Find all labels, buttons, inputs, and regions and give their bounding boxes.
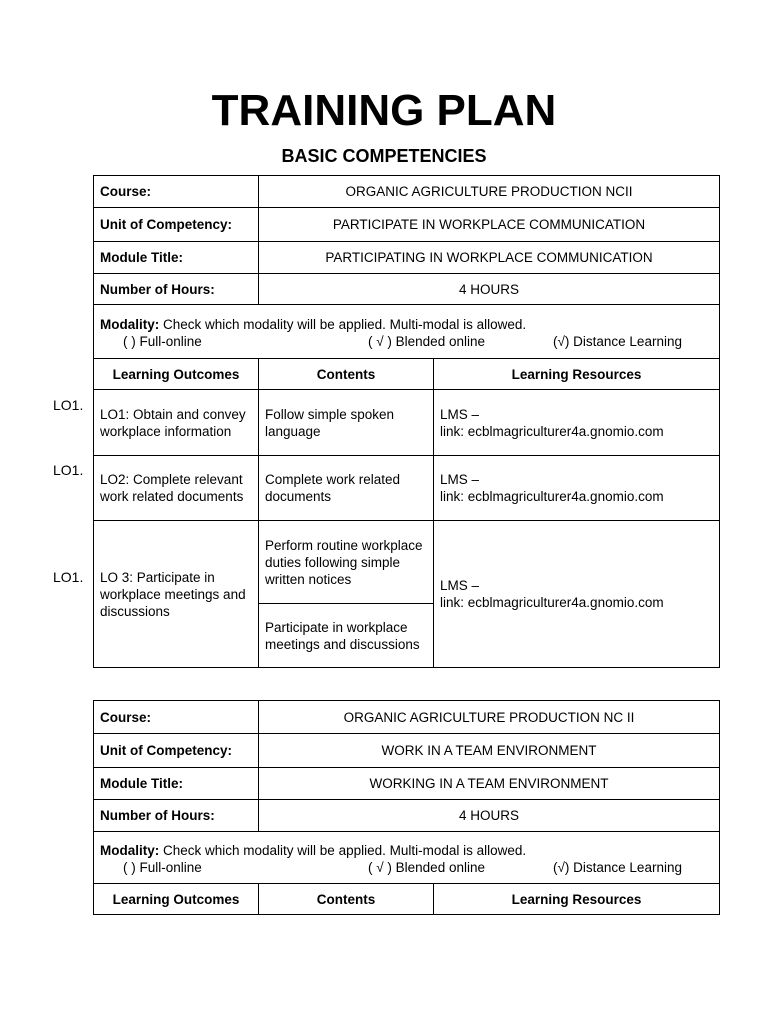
option-distance-learning: (√) Distance Learning: [553, 859, 682, 875]
outcome-cell: LO2: Complete relevant work related documents: [94, 456, 259, 521]
column-header-contents: Contents: [259, 359, 434, 390]
column-header-outcomes: Learning Outcomes: [94, 884, 259, 915]
hours-value: 4 HOURS: [259, 800, 720, 832]
course-label: Course:: [94, 176, 259, 208]
option-full-online: ( ) Full-online: [123, 333, 202, 349]
column-header-outcomes: Learning Outcomes: [94, 359, 259, 390]
modality-label: Modality:: [100, 842, 160, 858]
course-value: ORGANIC AGRICULTURE PRODUCTION NCII: [259, 176, 720, 208]
content-cell: Complete work related documents: [259, 456, 434, 521]
unit-label: Unit of Competency:: [94, 734, 259, 768]
module-value: WORKING IN A TEAM ENVIRONMENT: [259, 768, 720, 800]
unit-value: WORK IN A TEAM ENVIRONMENT: [259, 734, 720, 768]
option-blended-online: ( √ ) Blended online: [368, 859, 485, 875]
column-header-resources: Learning Resources: [434, 359, 720, 390]
modality-cell: [94, 832, 720, 884]
modality-cell: [94, 305, 720, 359]
option-full-online: ( ) Full-online: [123, 859, 202, 875]
content-cell: Participate in workplace meetings and discussions: [259, 604, 434, 668]
resource-cell: [434, 521, 720, 668]
resource-lms: LMS –: [440, 472, 480, 487]
column-header-contents: Contents: [259, 884, 434, 915]
lo-margin-tag: LO1.: [53, 569, 84, 585]
resource-lms: LMS –: [440, 578, 480, 593]
module-label: Module Title:: [94, 242, 259, 274]
content-cell: Follow simple spoken language: [259, 390, 434, 456]
course-value: ORGANIC AGRICULTURE PRODUCTION NC II: [259, 701, 720, 734]
option-distance-learning: (√) Distance Learning: [553, 333, 682, 349]
lo-margin-tag: LO1.: [53, 397, 84, 413]
outcome-cell: LO1: Obtain and convey workplace information: [94, 390, 259, 456]
unit-value: PARTICIPATE IN WORKPLACE COMMUNICATION: [259, 208, 720, 242]
modality-label: Modality:: [100, 316, 160, 332]
module-value: PARTICIPATING IN WORKPLACE COMMUNICATION: [259, 242, 720, 274]
hours-label: Number of Hours:: [94, 274, 259, 305]
column-header-resources: Learning Resources: [434, 884, 720, 915]
resource-link: link: ecblmagriculturer4a.gnomio.com: [440, 595, 664, 610]
training-plan-table-2: [93, 700, 720, 915]
resource-cell: [434, 390, 720, 456]
resource-lms: LMS –: [440, 406, 480, 422]
module-label: Module Title:: [94, 768, 259, 800]
hours-label: Number of Hours:: [94, 800, 259, 832]
lo-margin-tag: LO1.: [53, 462, 84, 478]
training-plan-table-1: [93, 175, 720, 668]
modality-instruction: Check which modality will be applied. Multi-modal is allowed.: [159, 316, 527, 332]
page-title: TRAINING PLAN: [211, 86, 557, 135]
option-blended-online: ( √ ) Blended online: [368, 333, 485, 349]
resource-link: link: ecblmagriculturer4a.gnomio.com: [440, 489, 664, 504]
hours-value: 4 HOURS: [259, 274, 720, 305]
content-cell: Perform routine workplace duties following simple written notices: [259, 521, 434, 604]
page-subtitle: BASIC COMPETENCIES: [281, 146, 487, 166]
modality-instruction: Check which modality will be applied. Multi-modal is allowed.: [159, 842, 527, 858]
resource-cell: [434, 456, 720, 521]
resource-link: link: ecblmagriculturer4a.gnomio.com: [440, 423, 664, 439]
outcome-cell: LO 3: Participate in workplace meetings and discussions: [94, 521, 259, 668]
course-label: Course:: [94, 701, 259, 734]
unit-label: Unit of Competency:: [94, 208, 259, 242]
